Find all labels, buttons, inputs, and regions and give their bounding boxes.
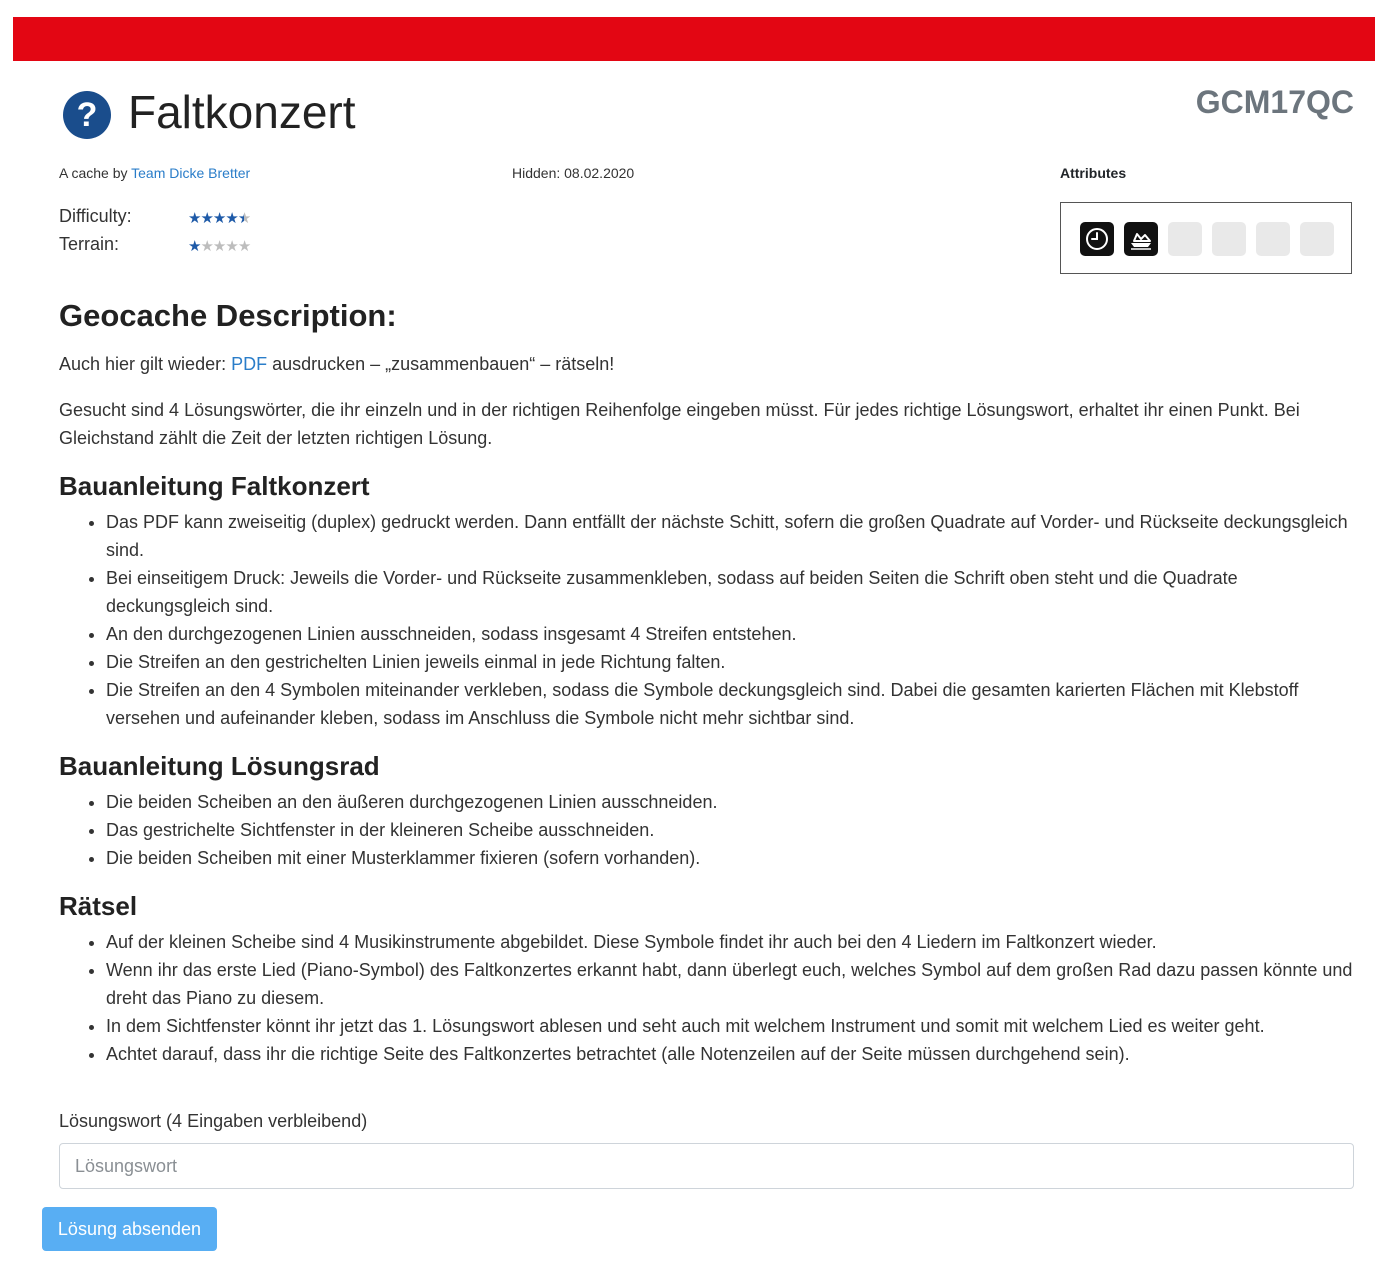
page-title: Faltkonzert	[128, 86, 356, 138]
list-item: • Das PDF kann zweiseitig (duplex) gedruckt werden. Dann entfällt der nächste Schitt, sofern die großen Quadrate auf Vorder- und Rückseite deckungsgleich sind.	[106, 508, 1355, 564]
instruction-list	[59, 508, 1355, 732]
difficulty-stars	[188, 208, 250, 230]
empty-attribute-slot	[1256, 222, 1290, 256]
list-item: • Das gestrichelte Sichtfenster in der kleineren Scheibe ausschneiden.	[106, 816, 1355, 844]
terrain-stars	[188, 236, 250, 258]
cache-description	[59, 296, 1355, 1086]
intro-text: Auch hier gilt wieder: PDF ausdrucken – „zusammenbauen“ – rätseln!	[59, 354, 615, 374]
list-item: • Die Streifen an den gestrichelten Linien jeweils einmal in jede Richtung falten.	[106, 648, 1355, 676]
description-paragraph: Gesucht sind 4 Lösungswörter, die ihr einzeln und in der richtigen Reihenfolge eingeben müsst. Für jedes richtige Lösungswort, erhaltet ihr einen Punkt. Bei Gleichstand zählt die Zeit der letzten richtigen Lösung.	[59, 400, 1300, 448]
owner-link[interactable]: Team Dicke Bretter	[131, 165, 251, 181]
attributes-title: Attributes	[1060, 165, 1127, 181]
attributes-box	[1060, 202, 1352, 274]
description-sections	[59, 470, 1355, 1068]
star-icon: ★	[237, 238, 251, 255]
cache-code: GCM17QC	[1195, 84, 1354, 120]
star-icon: ★	[188, 238, 201, 255]
empty-attribute-slot	[1168, 222, 1202, 256]
star-icon: ★	[212, 210, 226, 227]
hidden-date: Hidden: 08.02.2020	[512, 165, 635, 181]
instruction-list	[59, 788, 1355, 872]
section-heading: Bauanleitung Faltkonzert	[59, 471, 370, 501]
description-heading: Geocache Description:	[59, 298, 397, 333]
cache-owner	[59, 164, 250, 182]
owner-prefix: A cache by	[59, 165, 128, 181]
star-icon: ★	[212, 238, 226, 255]
list-item: • Wenn ihr das erste Lied (Piano-Symbol) des Faltkonzertes erkannt habt, dann überlegt euch, welches Symbol auf dem großen Rad dazu passen könnte und dreht das Piano zu diesem.	[106, 956, 1355, 1012]
star-icon: ★	[237, 210, 251, 227]
list-item: • In dem Sichtfenster könnt ihr jetzt das 1. Lösungswort ablesen und seht auch mit welchem Instrument und somit mit welchem Lied es weiter geht.	[106, 1012, 1355, 1040]
submit-answer-button[interactable]: Lösung absenden	[42, 1207, 217, 1251]
empty-attribute-slot	[1300, 222, 1334, 256]
question-mark-icon: ?	[63, 91, 111, 139]
list-item: • An den durchgezogenen Linien ausschneiden, sodass insgesamt 4 Streifen entstehen.	[106, 620, 1355, 648]
star-icon: ★	[225, 238, 238, 255]
clock-icon	[1080, 222, 1114, 256]
header-bar	[13, 17, 1375, 61]
pdf-link[interactable]: PDF	[231, 354, 268, 374]
star-icon: ★	[225, 210, 238, 227]
answer-input[interactable]	[59, 1143, 1354, 1189]
star-icon: ★	[200, 210, 213, 227]
star-icon: ★	[200, 238, 213, 255]
list-item: • Die Streifen an den 4 Symbolen miteinander verkleben, sodass die Symbole deckungsgleich sind. Dabei die gesamten karierten Flächen mit Klebstoff versehen und aufeinander kleben, sodass im Anschluss die Symbole nicht mehr sichtbar sind.	[106, 676, 1355, 732]
star-icon: ★	[188, 210, 201, 227]
boat-icon	[1124, 222, 1158, 256]
difficulty-label: Difficulty:	[59, 206, 132, 226]
section-heading: Bauanleitung Lösungsrad	[59, 751, 380, 781]
list-item: • Achtet darauf, dass ihr die richtige Seite des Faltkonzertes betrachtet (alle Notenzeilen auf der Seite müssen durchgehend sein).	[106, 1040, 1355, 1068]
list-item: • Bei einseitigem Druck: Jeweils die Vorder- und Rückseite zusammenkleben, sodass auf beiden Seiten die Schrift oben steht und die Quadrate deckungsgleich sind.	[106, 564, 1355, 620]
instruction-list	[59, 928, 1355, 1068]
list-item: • Auf der kleinen Scheibe sind 4 Musikinstrumente abgebildet. Diese Symbole findet ihr auch bei den 4 Liedern im Faltkonzert wieder.	[106, 928, 1355, 956]
answer-label: Lösungswort (4 Eingaben verbleibend)	[59, 1111, 368, 1131]
empty-attribute-slot	[1212, 222, 1246, 256]
list-item: • Die beiden Scheiben an den äußeren durchgezogenen Linien ausschneiden.	[106, 788, 1355, 816]
list-item: • Die beiden Scheiben mit einer Musterklammer fixieren (sofern vorhanden).	[106, 844, 1355, 872]
terrain-label: Terrain:	[59, 234, 120, 254]
section-heading: Rätsel	[59, 891, 138, 921]
